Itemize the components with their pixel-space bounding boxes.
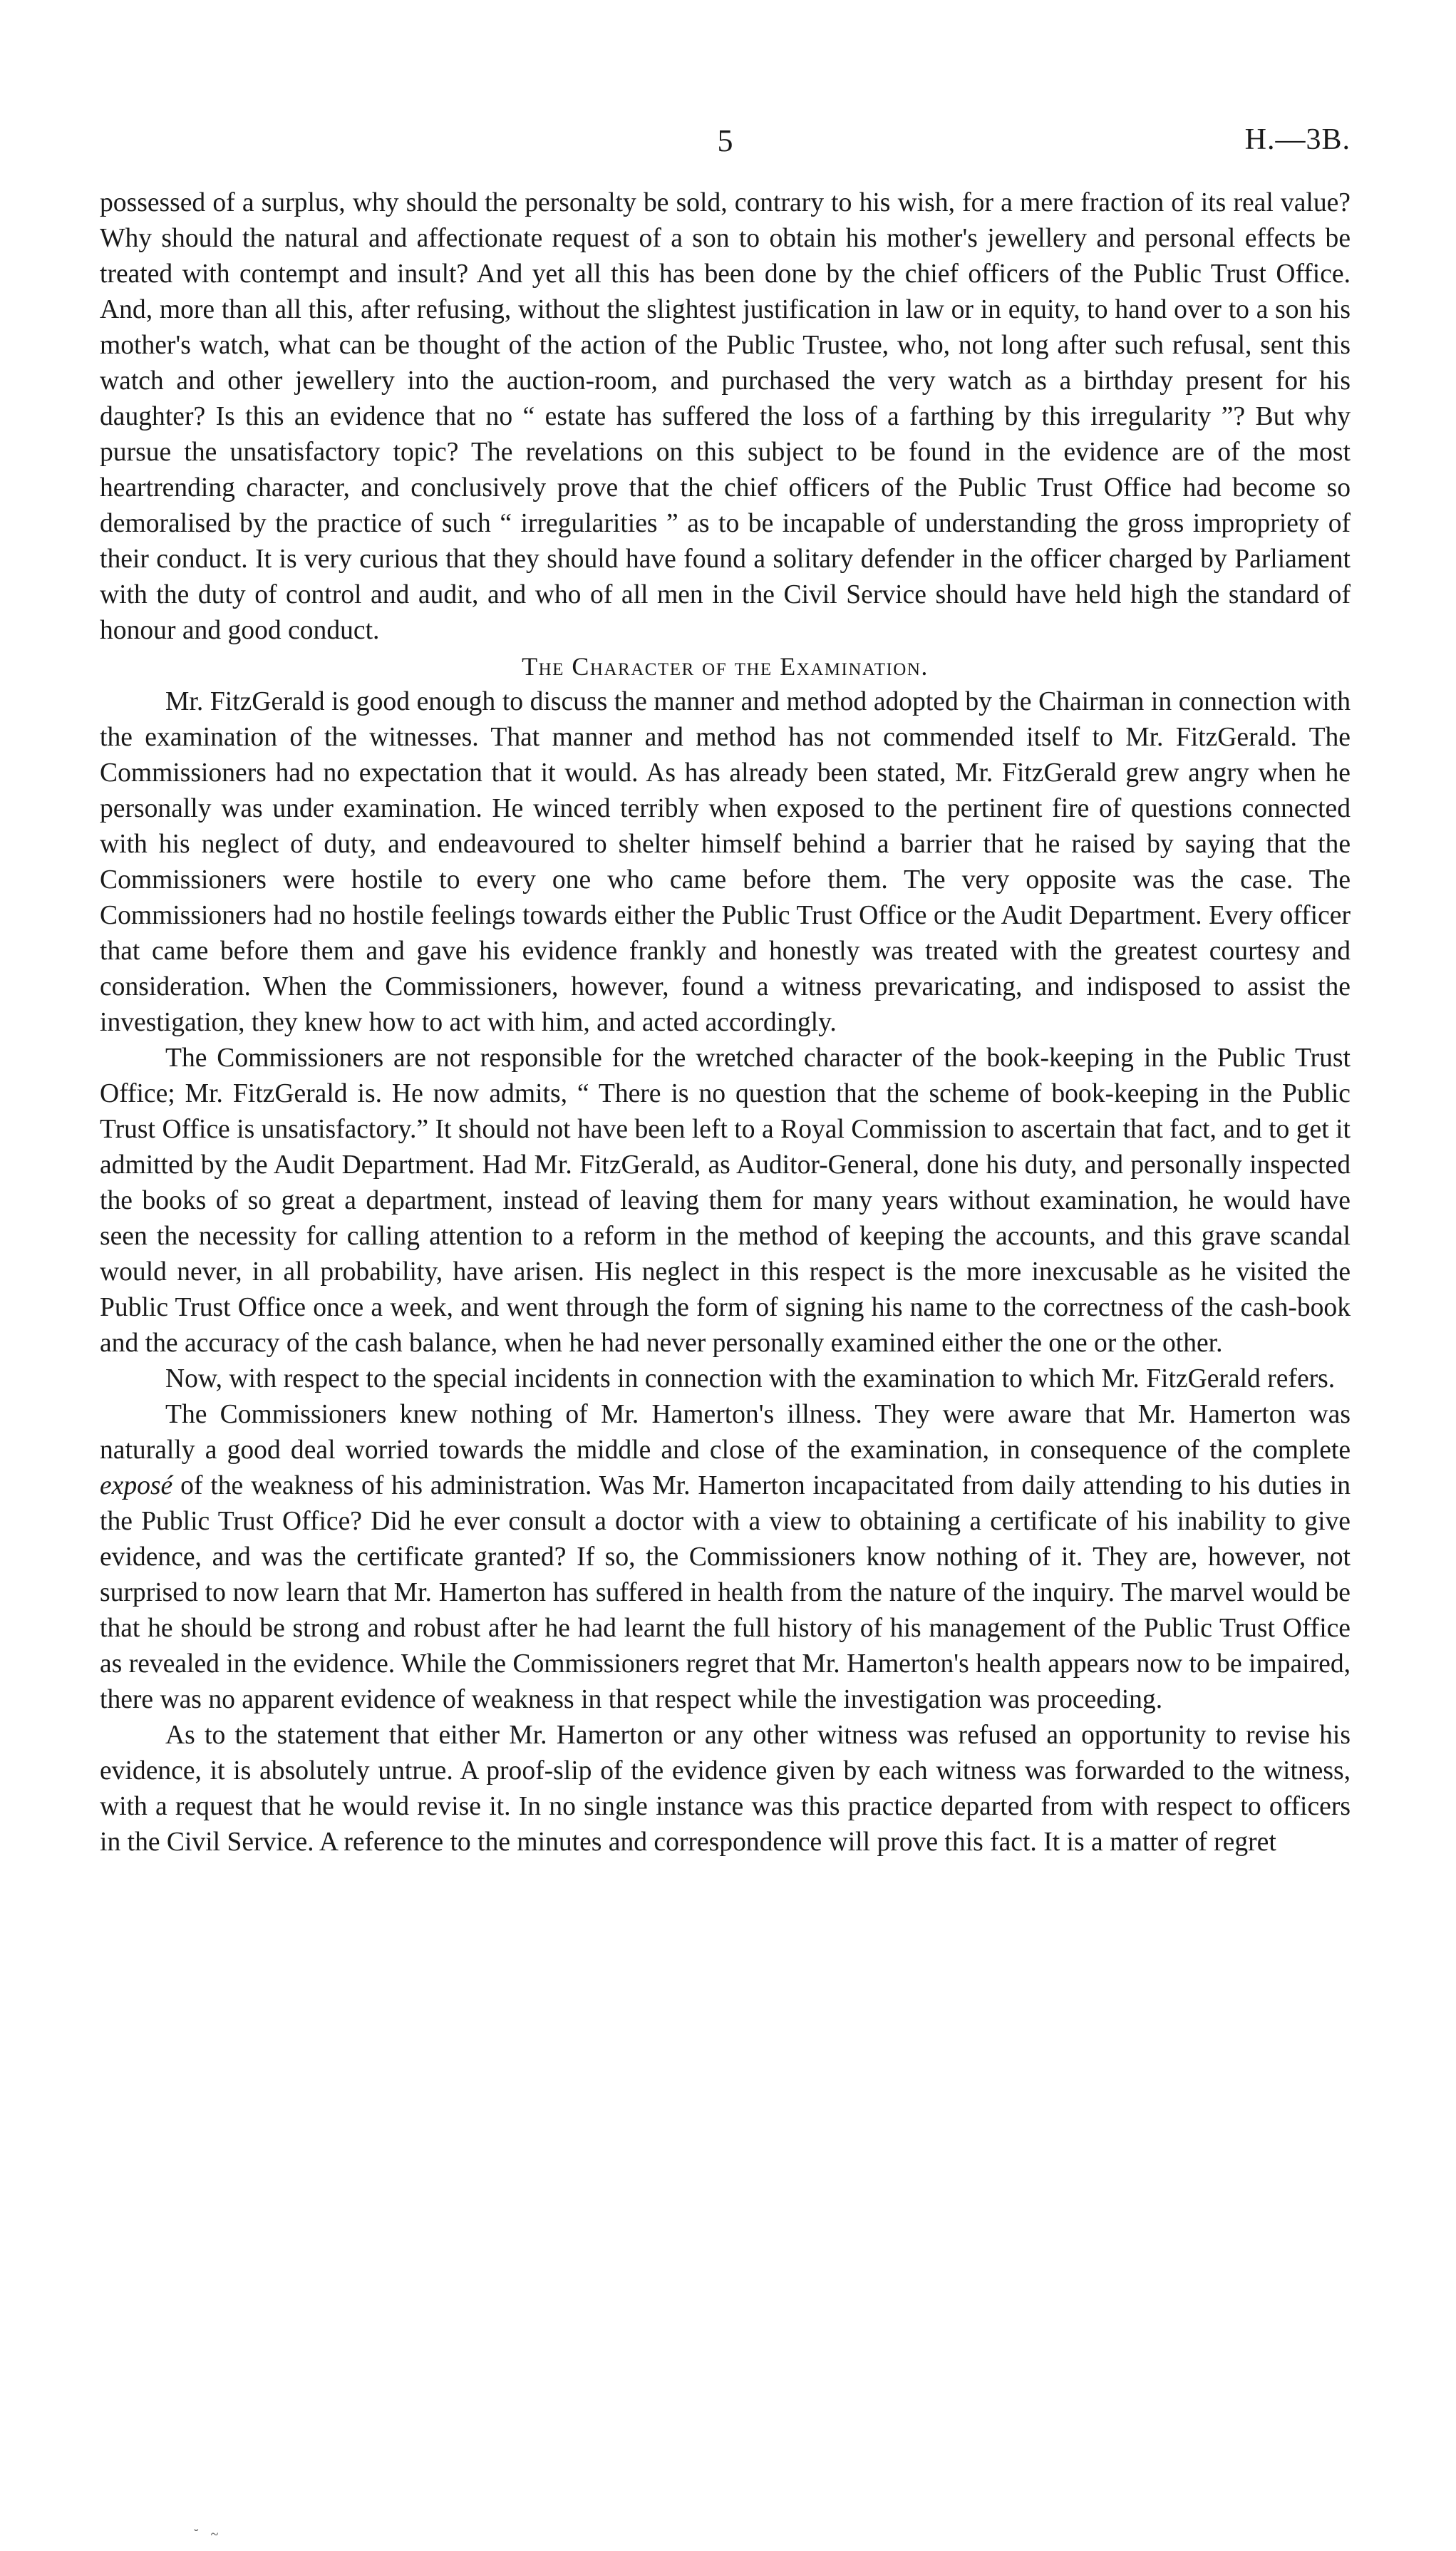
- paragraph-hamerton-illness-part-1: The Commissioners knew nothing of Mr. Hamerton's illness. They were aware that Mr. Hamerton was naturally a good deal worried towards the middle and close of the examination, in consequence of the complete: [100, 1400, 1351, 1465]
- expose-italic: exposé: [100, 1471, 173, 1500]
- paragraph-hamerton-illness-part-2: of the weakness of his administration. Was Mr. Hamerton incapacitated from daily attending to his duties in the Public Trust Office? Did he ever consult a doctor with a view to obtaining a certificate of his inability to give evidence, and was the certificate granted? If so, the Commissioners know nothing of it. They are, however, not surprised to now learn that Mr. Hamerton has suffered in health from the nature of the inquiry. The marvel would be that he should be strong and robust after he had learnt the full history of his management of the Public Trust Office as revealed in the evidence. While the Commissioners regret that Mr. Hamerton's health appears now to be impaired, there was no apparent evidence of weakness in that respect while the investigation was proceeding.: [100, 1471, 1351, 1714]
- paragraph-book-keeping: The Commissioners are not responsible for the wretched character of the book-keeping in the Public Trust Office; Mr. FitzGerald is. He now admits, “ There is no question that the scheme of book-keeping in the Public Trust Office is unsatisfactory.” It should not have been left to a Royal Commission to ascertain that fact, and to get it admitted by the Audit Department. Had Mr. FitzGerald, as Auditor-General, done his duty, and personally inspected the books of so great a department, instead of leaving them for many years without examination, he would have seen the necessity for calling attention to a reform in the method of keeping the accounts, and this grave scandal would never, in all probability, have arisen. His neglect in this respect is the more inexcusable as he visited the Public Trust Office once a week, and went through the form of signing his name to the correctness of the cash-book and the accuracy of the cash balance, when he had never personally examined either the one or the other.: [100, 1043, 1351, 1358]
- page-header: [100, 107, 1351, 171]
- paragraph-special-incidents: Now, with respect to the special incidents in connection with the examination to which Mr. FitzGerald refers.: [165, 1364, 1336, 1393]
- paragraph-surplus: possessed of a surplus, why should the personalty be sold, contrary to his wish, for a mere fraction of its real value? Why should the natural and affectionate request of a son to obtain his mother's jewellery and personal effects be treated with contempt and insult? And yet all this has been done by the chief officers of the Public Trust Office. And, more than all this, after refusing, without the slightest justification in law or in equity, to hand over to a son his mother's watch, what can be thought of the action of the Public Trustee, who, not long after such refusal, sent this watch and other jewellery into the auction-room, and purchased the very watch as a birthday present for his daughter? Is this an evidence that no “ estate has suffered the loss of a farthing by this irregularity ”? But why pursue the unsatisfactory topic? The revelations on this subject to be found in the evidence are of the most heartrending character, and conclusively prove that the chief officers of the Public Trust Office had become so demoralised by the practice of such “ irregularities ” as to be incapable of understanding the gross impropriety of their conduct. It is very curious that they should have found a solitary defender in the officer charged by Parliament with the duty of control and audit, and who of all men in the Civil Service should have held high the standard of honour and good conduct.: [100, 188, 1351, 645]
- stray-print-marks: ˘ ~: [194, 2527, 223, 2542]
- body-text: [100, 185, 1351, 1860]
- section-heading: The Character of the Examination.: [522, 652, 929, 681]
- page-number: 5: [717, 123, 733, 158]
- document-page: [100, 107, 1351, 1860]
- paragraph-hamerton-illness: [100, 1397, 1351, 1718]
- paragraph-revision-of-evidence: As to the statement that either Mr. Hamerton or any other witness was refused an opportunity to revise his evidence, it is absolutely untrue. A proof-slip of the evidence given by each witness was forwarded to the witness, with a request that he would revise it. In no single instance was this practice departed from with respect to officers in the Civil Service. A reference to the minutes and correspondence will prove this fact. It is a matter of regret: [100, 1721, 1351, 1857]
- paragraph-examination-manner: Mr. FitzGerald is good enough to discuss the manner and method adopted by the Chairman in connection with the examination of the witnesses. That manner and method has not commended itself to Mr. FitzGerald. The Commissioners had no expectation that it would. As has already been stated, Mr. FitzGerald grew angry when he personally was under examination. He winced terribly when exposed to the pertinent fire of questions connected with his neglect of duty, and endeavoured to shelter himself behind a barrier that he raised by saying that the Commissioners were hostile to every one who came before them. The very opposite was the case. The Commissioners had no hostile feelings towards either the Public Trust Office or the Audit Department. Every officer that came before them and gave his evidence frankly and honestly was treated with the greatest courtesy and consideration. When the Commissioners, however, found a witness prevaricating, and indisposed to assist the investigation, they knew how to act with him, and acted accordingly.: [100, 687, 1351, 1037]
- document-reference: H.—3B.: [1244, 123, 1351, 156]
